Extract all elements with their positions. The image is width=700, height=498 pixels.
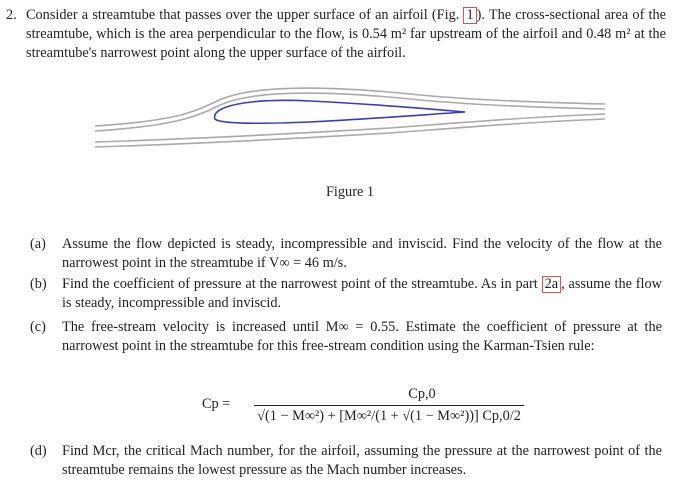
fraction-bar xyxy=(254,405,524,406)
formula-lhs: Cp = xyxy=(202,396,231,412)
airfoil-streamtube-figure xyxy=(90,84,610,154)
part-d-text: Find Mcr, the critical Mach number, for the airfoil, assuming the pressure at the narrowest point of the streamtube remains the lowest pressure as the Mach number increases. xyxy=(62,443,662,478)
karman-tsien-formula xyxy=(202,385,532,435)
part-b-text-end: , assume the flow is steady, incompressible and inviscid. xyxy=(62,276,662,311)
figure-caption: Figure 1 xyxy=(325,184,375,200)
part-c-label: (c) xyxy=(30,319,46,335)
figure-reference-link[interactable]: 1 xyxy=(463,7,476,24)
airfoil-shape xyxy=(215,100,465,123)
part-b-text-start: Find the coefficient of pressure at the narrowest point of the streamtube. As in part xyxy=(62,276,542,292)
part-b-label: (b) xyxy=(30,276,47,292)
formula-numerator: Cp,0 xyxy=(408,386,436,402)
part-c-text: The free-stream velocity is increased until M∞ = 0.55. Estimate the coefficient of pressure at the narrowest point in the streamtube for this free-stream condition using the Karman-Tsien rule: xyxy=(62,319,662,354)
problem-text-end: ). The cross-sectional area of the streamtube, which is the area perpendicular to the flow, is 0.54 m² far upstream of the airfoil and 0.48 m² at the streamtube's narrowest point along the upper surface of the airfoil. xyxy=(26,7,666,61)
problem-body xyxy=(26,6,666,63)
part-b-text xyxy=(62,275,662,313)
formula-denominator: √(1 − M∞²) + [M∞²/(1 + √(1 − M∞²))] Cp,0/2 xyxy=(257,408,521,424)
part-a-text: Assume the flow depicted is steady, incompressible and inviscid. Find the velocity of the flow at the narrowest point in the streamtube if V∞ = 46 m/s. xyxy=(62,236,662,271)
part-reference-link[interactable]: 2a xyxy=(542,276,562,293)
problem-text-start: Consider a streamtube that passes over the upper surface of an airfoil (Fig. xyxy=(26,7,464,23)
streamline-lower-outer xyxy=(95,119,605,147)
part-d-label: (d) xyxy=(30,443,47,459)
problem-number: 2. xyxy=(6,7,17,23)
part-a-label: (a) xyxy=(30,236,46,252)
